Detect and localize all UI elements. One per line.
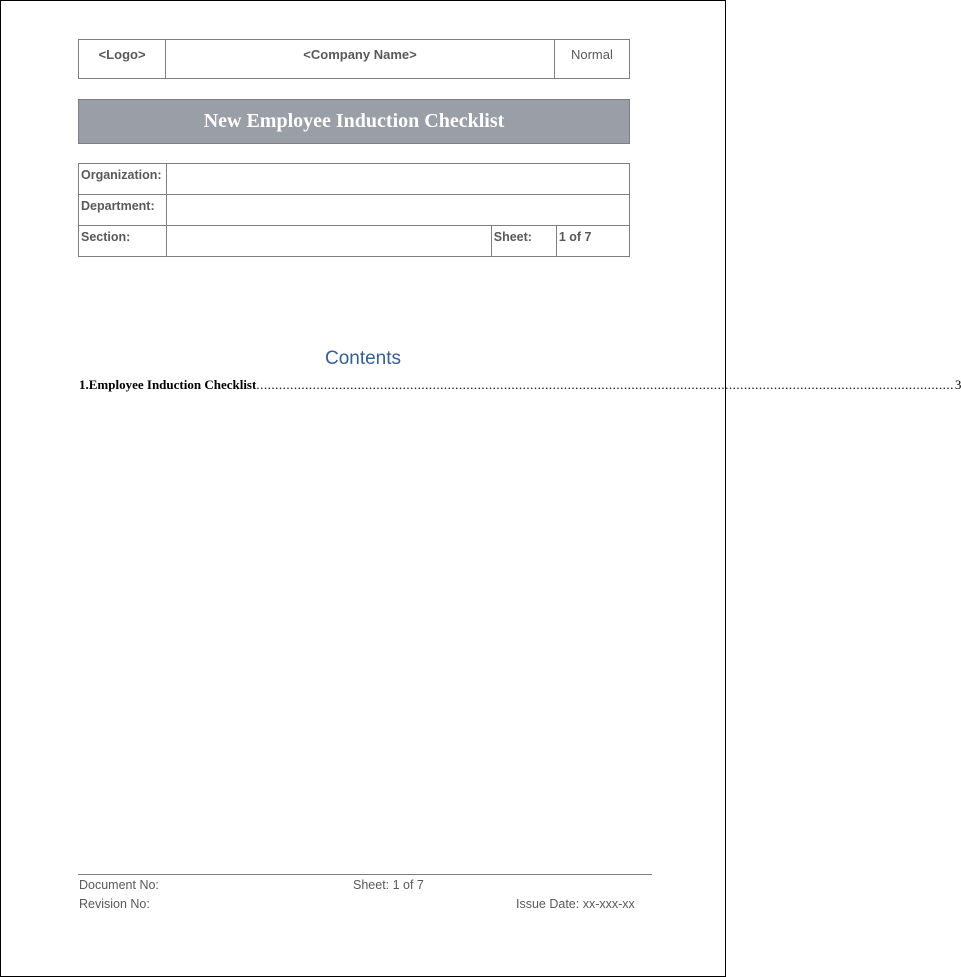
company-name: <Company Name> [166, 40, 555, 79]
department-value[interactable] [167, 195, 630, 226]
organization-value[interactable] [167, 164, 630, 195]
organization-label: Organization: [79, 164, 167, 195]
contents-heading: Contents [324, 348, 402, 369]
info-table [78, 163, 630, 257]
footer-sheet: Sheet: 1 of 7 [353, 878, 424, 892]
footer-revision-no: Revision No: [79, 897, 150, 911]
header-table [78, 39, 630, 79]
toc-entry-number: 1. [79, 377, 89, 392]
logo-placeholder: <Logo> [79, 40, 166, 79]
section-label: Section: [79, 226, 167, 257]
sheet-value: 1 of 7 [556, 226, 629, 257]
toc-entry-page: 3 [954, 377, 961, 392]
document-status: Normal [554, 40, 629, 79]
footer-document-no: Document No: [79, 878, 159, 892]
footer-divider [78, 874, 652, 875]
section-value[interactable] [167, 226, 492, 257]
toc-entry[interactable] [79, 377, 961, 393]
document-title: New Employee Induction Checklist [78, 99, 630, 144]
footer-issue-date: Issue Date: xx-xxx-xx [516, 897, 635, 911]
sheet-label: Sheet: [491, 226, 556, 257]
toc-entry-title: Employee Induction Checklist [88, 377, 257, 392]
toc-leader-dots: .......................................................................................................................................................................................... [256, 377, 954, 392]
department-label: Department: [79, 195, 167, 226]
